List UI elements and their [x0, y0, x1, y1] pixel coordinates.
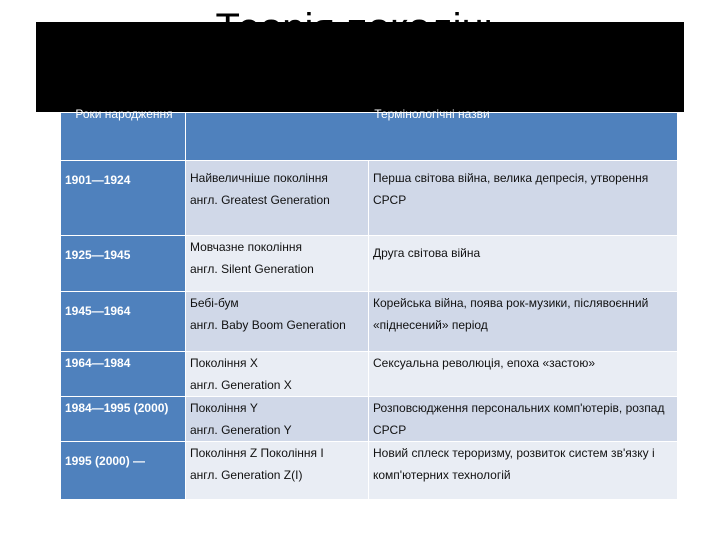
- events-text: Новий сплеск тероризму, розвиток систем зв'язку і комп'ютерних технологій: [373, 446, 655, 482]
- table-row: [61, 161, 678, 236]
- name-uk: Найвеличніше покоління: [190, 171, 328, 185]
- events-cell: [369, 161, 678, 236]
- name-uk: Бебі-бум: [190, 296, 239, 310]
- name-en: англ. Greatest Generation: [190, 193, 330, 207]
- name-cell: [186, 397, 369, 442]
- years-cell: [61, 161, 186, 236]
- table-row: [61, 236, 678, 292]
- generations-table: [60, 107, 678, 500]
- name-en: англ. Silent Generation: [190, 262, 314, 276]
- events-cell: [369, 236, 678, 292]
- years-text: 1984—1995 (2000): [65, 401, 169, 415]
- name-cell: [186, 352, 369, 397]
- name-en: англ. Generation Z(I): [190, 468, 303, 482]
- table-row: [61, 397, 678, 442]
- name-en: англ. Generation Y: [190, 423, 292, 437]
- events-cell: [369, 442, 678, 500]
- name-cell: [186, 292, 369, 352]
- years-text: 1925—1945: [65, 248, 131, 262]
- redaction-bar: [36, 22, 684, 112]
- years-text: 1945—1964: [65, 304, 131, 318]
- years-cell: [61, 236, 186, 292]
- name-cell: [186, 236, 369, 292]
- years-cell: [61, 292, 186, 352]
- name-uk: Покоління Y: [190, 401, 258, 415]
- years-text: 1995 (2000) —: [65, 454, 146, 468]
- events-text: Сексуальна революція, епоха «застою»: [373, 356, 595, 370]
- years-cell: [61, 352, 186, 397]
- events-text: Друга світова війна: [373, 246, 481, 260]
- events-text: Розповсюдження персональних комп'ютерів, розпад СРСР: [373, 401, 665, 437]
- years-text: 1901—1924: [65, 173, 131, 187]
- name-en: англ. Generation X: [190, 378, 292, 392]
- name-uk: Покоління Z Покоління I: [190, 446, 324, 460]
- name-en: англ. Baby Boom Generation: [190, 318, 346, 332]
- table-row: [61, 442, 678, 500]
- events-cell: [369, 292, 678, 352]
- name-cell: [186, 161, 369, 236]
- events-text: Корейська війна, поява рок-музики, післявоєнний «піднесений» період: [373, 296, 649, 332]
- table-header-row: [61, 113, 678, 161]
- years-cell: [61, 442, 186, 500]
- name-cell: [186, 442, 369, 500]
- header-name: Термінологічні назви: [374, 107, 490, 121]
- table-row: [61, 292, 678, 352]
- events-cell: [369, 352, 678, 397]
- events-cell: [369, 397, 678, 442]
- events-text: Перша світова війна, велика депресія, утворення СРСР: [373, 171, 649, 207]
- years-cell: [61, 397, 186, 442]
- name-uk: Мовчазне покоління: [190, 240, 302, 254]
- table-row: [61, 352, 678, 397]
- header-name-cell: [186, 107, 678, 161]
- header-years: Роки народження: [75, 107, 173, 121]
- header-years-cell: [61, 107, 186, 161]
- slide-title-fragment: [0, 0, 720, 24]
- years-text: 1964—1984: [65, 356, 131, 370]
- name-uk: Покоління X: [190, 356, 258, 370]
